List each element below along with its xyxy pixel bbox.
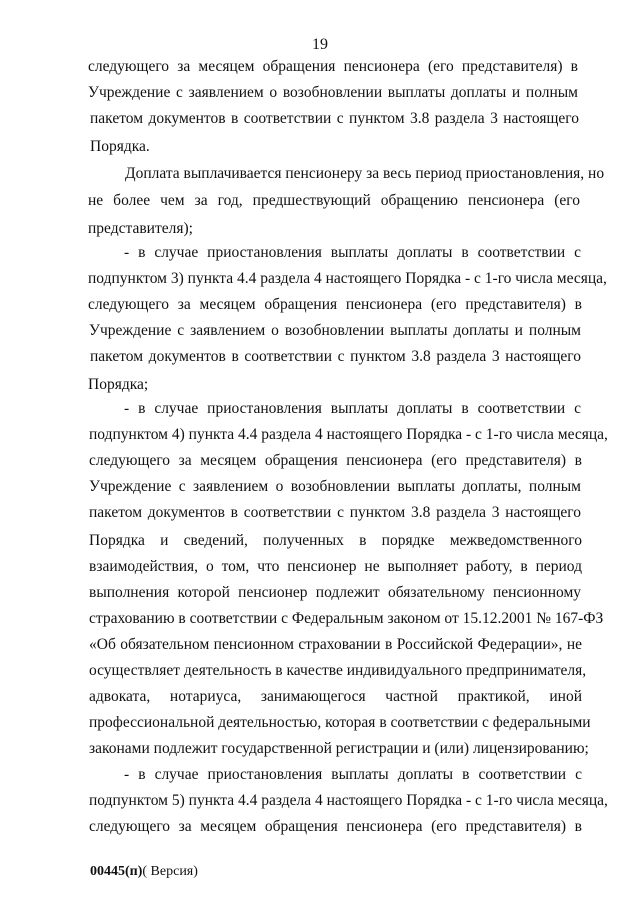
text-line: осуществляет деятельность в качестве индивидуального предпринимателя, [89, 662, 587, 679]
text-line: страхованию в соответствии с Федеральным законом от 15.12.2001 № 167-ФЗ [89, 610, 604, 627]
text-line: «Об обязательном пенсионном страховании в Российской Федерации», не [89, 636, 582, 653]
text-line: следующего за месяцем обращения пенсионера (его представителя) в [88, 58, 578, 75]
document-version: ( Версия) [142, 864, 198, 879]
text-line: - в случае приостановления выплаты доплаты в соответствии с [124, 766, 582, 783]
text-line: законами подлежит государственной регистрации и (или) лицензированию; [89, 740, 589, 757]
text-line: пакетом документов в соответствии с пунктом 3.8 раздела 3 настоящего [90, 348, 581, 365]
text-line: взаимодействия, о том, что пенсионер не выполняет работу, в период [89, 558, 582, 575]
text-line: Порядка; [88, 376, 149, 393]
text-line: следующего за месяцем обращения пенсионера (его представителя) в [88, 296, 582, 313]
text-line: Учреждение с заявлением о возобновлении выплаты доплаты и полным [89, 322, 581, 339]
text-line: пакетом документов в соответствии с пунктом 3.8 раздела 3 настоящего [89, 504, 581, 521]
text-line: подпунктом 3) пункта 4.4 раздела 4 настоящего Порядка - с 1-го числа месяца, [88, 270, 607, 287]
text-line: - в случае приостановления выплаты доплаты в соответствии с [124, 400, 581, 417]
text-line: следующего за месяцем обращения пенсионера (его представителя) в [89, 452, 582, 469]
text-line: Доплата выплачивается пенсионеру за весь период приостановления, но [125, 165, 605, 182]
text-line: не более чем за год, предшествующий обращению пенсионера (его [88, 192, 580, 209]
text-line: представителя); [88, 220, 193, 237]
text-line: Порядка. [90, 138, 150, 155]
text-line: профессиональной деятельностью, которая в соответствии с федеральными [89, 714, 591, 731]
document-code: 00445(п) [90, 864, 143, 879]
text-line: - в случае приостановления выплаты доплаты в соответствии с [124, 244, 581, 261]
text-line: Учреждение с заявлением о возобновлении выплаты доплаты и полным [88, 84, 578, 101]
page-number: 19 [312, 36, 328, 53]
text-line: пакетом документов в соответствии с пунктом 3.8 раздела 3 настоящего [90, 110, 579, 127]
text-line: Порядка и сведений, полученных в порядке межведомственного [89, 532, 582, 549]
document-footer [90, 864, 198, 880]
text-line: адвоката, нотариуса, занимающегося частной практикой, иной [89, 688, 582, 705]
text-line: подпунктом 4) пункта 4.4 раздела 4 настоящего Порядка - с 1-го числа месяца, [89, 426, 608, 443]
text-line: Учреждение с заявлением о возобновлении выплаты доплаты, полным [89, 478, 581, 495]
text-line: подпунктом 5) пункта 4.4 раздела 4 настоящего Порядка - с 1-го числа месяца, [89, 792, 608, 809]
text-line: выполнения которой пенсионер подлежит обязательному пенсионному [89, 584, 581, 601]
text-line: следующего за месяцем обращения пенсионера (его представителя) в [89, 818, 582, 835]
